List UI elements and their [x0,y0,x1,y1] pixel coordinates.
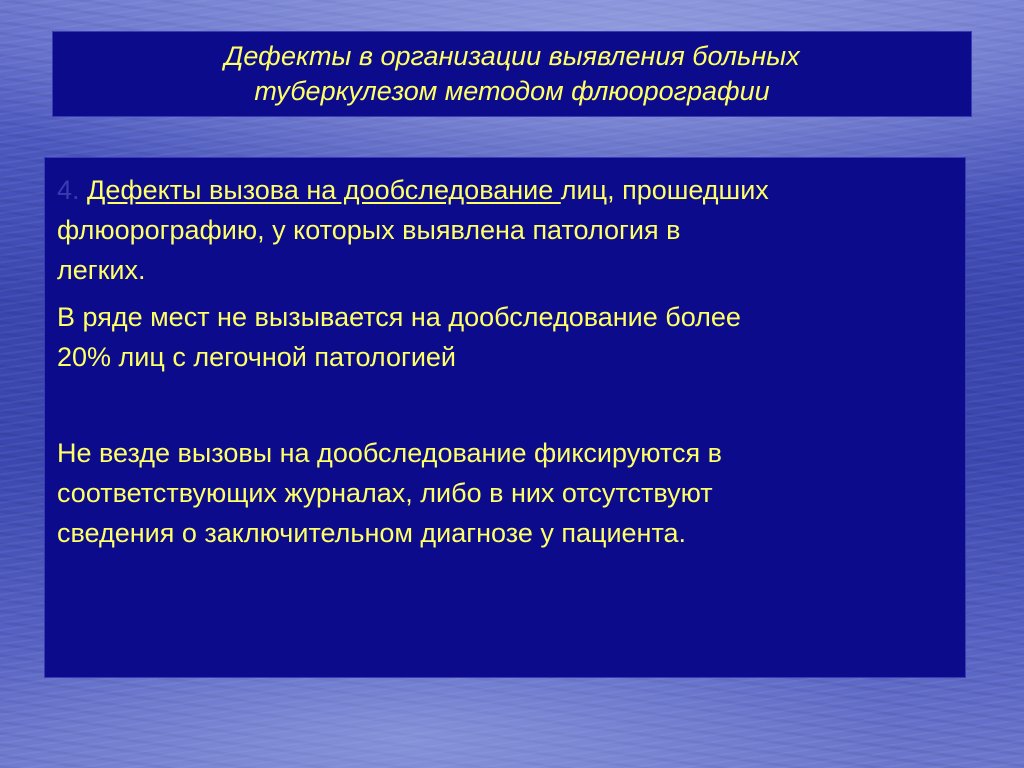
paragraph-1-line-2: флюорографию, у которых выявлена патология в [57,215,681,245]
paragraph-call-defects [57,170,953,290]
content-box [44,157,966,678]
slide-title [224,39,799,109]
title-box [52,31,972,117]
paragraph-1-line-1 [57,170,953,210]
paragraph-1-line-3: легких. [57,255,146,285]
paragraph-2-line-2: 20% лиц с легочной патологией [57,342,457,372]
title-line-1: Дефекты в организации выявления больных [224,41,800,71]
paragraph-not-called [57,297,953,377]
paragraph-3-line-1: Не везде вызовы на дообследование фиксируются в [57,438,722,468]
paragraph-2-line-1: В ряде мест не вызывается на дообследование более [57,302,741,332]
item-number: 4. [57,175,80,205]
title-line-2: туберкулезом методом флюорографии [254,76,770,106]
paragraph-not-recorded [57,433,953,553]
call-defects-link[interactable]: Дефекты вызова на дообследование [87,175,561,205]
paragraph-3-line-3: сведения о заключительном диагнозе у пациента. [57,518,687,548]
paragraph-1-line-1-rest: лиц, прошедших [560,175,769,205]
paragraph-3-line-2: соответствующих журналах, либо в них отсутствуют [57,478,713,508]
